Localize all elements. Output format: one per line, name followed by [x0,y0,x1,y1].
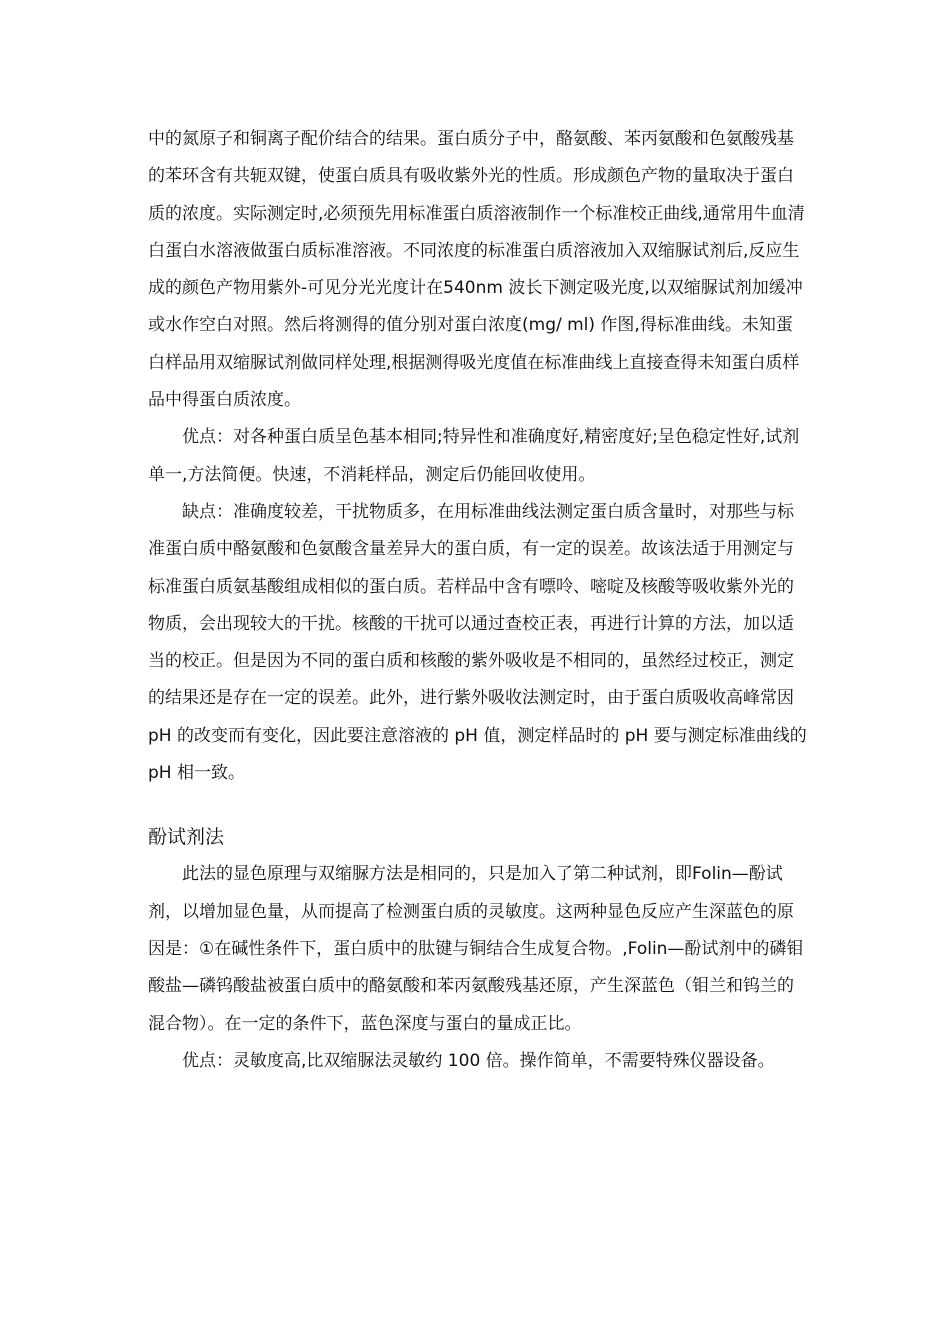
section-heading-folin: 酚试剂法 [148,826,225,849]
document-page [148,121,808,1074]
paragraph-biuret-principle: 中的氮原子和铜离子配价结合的结果。蛋白质分子中，酪氨酸、苯丙氨酸和色氨酸残基的苯环含有共轭双键，使蛋白质具有吸收紫外光的性质。形成颜色产物的量取决于蛋白质的浓度。实际测定时,必须预先用标准蛋白质溶液制作一个标准校正曲线,通常用牛血清白蛋白水溶液做蛋白质标准溶液。不同浓度的标准蛋白质溶液加入双缩脲试剂后,反应生成的颜色产物用紫外-可见分光光度计在540nm 波长下测定吸光度,以双缩脲试剂加缓冲或水作空白对照。然后将测得的值分别对蛋白浓度(mg/ ml) 作图,得标准曲线。未知蛋白样品用双缩脲试剂做同样处理,根据测得吸光度值在标准曲线上直接查得未知蛋白质样品中得蛋白质浓度。 [148,129,805,411]
paragraph-folin-principle: 此法的显色原理与双缩脲方法是相同的，只是加入了第二种试剂，即Folin—酚试剂，以增加显色量，从而提高了检测蛋白质的灵敏度。这两种显色反应产生深蓝色的原因是：①在碱性条件下，蛋白质中的肽键与铜结合生成复合物。,Folin—酚试剂中的磷钼酸盐—磷钨酸盐被蛋白质中的酪氨酸和苯丙氨酸残基还原，产生深蓝色（钼兰和钨兰的混合物）。在一定的条件下，蓝色深度与蛋白的量成正比。 [148,864,804,1034]
section-spacer [148,792,808,819]
paragraph-folin-advantages: 优点：灵敏度高,比双缩脲法灵敏约 100 倍。操作简单，不需要特殊仪器设备。 [182,1050,775,1071]
paragraph-disadvantages: 缺点：准确度较差，干扰物质多，在用标准曲线法测定蛋白质含量时，对那些与标准蛋白质中酪氨酸和色氨酸含量差异大的蛋白质，有一定的误差。故该法适于用测定与标准蛋白质氨基酸组成相似的蛋白质。若样品中含有嘌呤、嘧啶及核酸等吸收紫外光的物质，会出现较大的干扰。核酸的干扰可以通过查校正表，再进行计算的方法，加以适当的校正。但是因为不同的蛋白质和核酸的紫外吸收是不相同的，虽然经过校正，测定的结果还是存在一定的误差。此外，进行紫外吸收法测定时，由于蛋白质吸收高峰常因 pH 的改变而有变化，因此要注意溶液的 pH 值，测定样品时的 pH 要与测定标准曲线的 pH 相一致。 [148,501,807,784]
paragraph-advantages: 优点：对各种蛋白质呈色基本相同;特异性和准确度好,精密度好;呈色稳定性好,试剂单一,方法简便。快速，不消耗样品，测定后仍能回收使用。 [148,427,800,485]
